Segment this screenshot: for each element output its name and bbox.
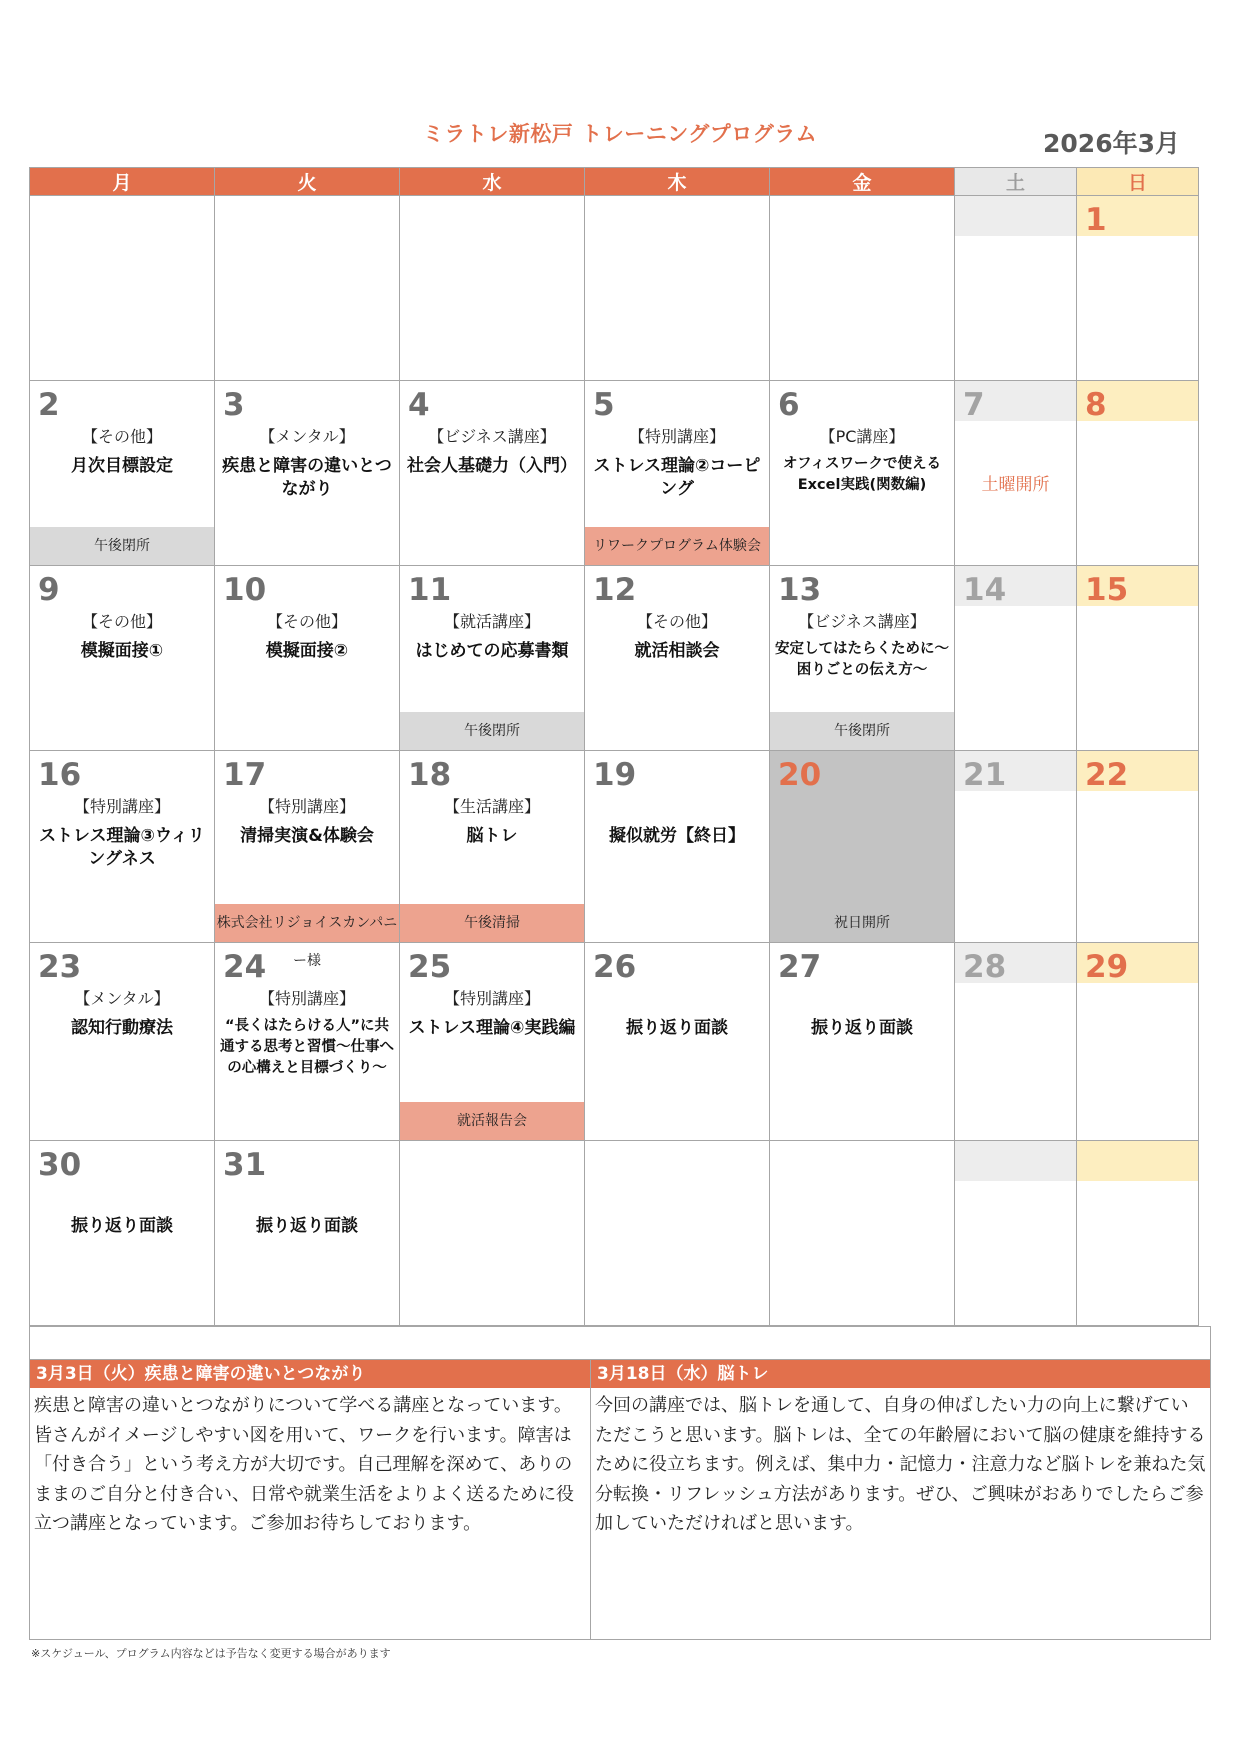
day-number: 15: [1077, 566, 1198, 606]
day-note: リワークプログラム体験会: [585, 527, 769, 565]
day-cell: [400, 943, 585, 1141]
day-number: 8: [1077, 381, 1198, 421]
saturday-open-label: 土曜開所: [981, 475, 1050, 495]
day-number: [400, 196, 584, 236]
day-number: 12: [593, 572, 637, 608]
day-note: 午後清掃: [400, 904, 584, 942]
program-title: 清掃実演&体験会: [240, 826, 374, 846]
program-category: 【特別講座】: [73, 797, 170, 816]
page-title: ミラトレ新松戸 トレーニングプログラム: [422, 122, 818, 146]
weekday-wed: 水: [400, 168, 585, 196]
weekday-sat: 土: [955, 168, 1077, 196]
day-number: 5: [593, 387, 615, 423]
program-category: 【その他】: [266, 612, 347, 631]
day-number: 24: [223, 949, 267, 985]
day-number: 25: [408, 949, 452, 985]
day-number: 27: [778, 949, 822, 985]
description-right-heading: 3月18日（水）脳トレ: [591, 1360, 1210, 1388]
program-category: 【特別講座】: [258, 989, 355, 1008]
day-number: 7: [955, 381, 1076, 421]
day-number: [770, 1141, 954, 1181]
day-cell: [1077, 381, 1199, 566]
weekday-thu: 木: [585, 168, 770, 196]
day-cell: [770, 751, 955, 943]
program-category: 【特別講座】: [628, 427, 725, 446]
weekday-fri: 金: [770, 168, 955, 196]
program-title: 振り返り面談: [626, 1018, 728, 1038]
program-title: ストレス理論④実践編: [408, 1018, 576, 1038]
program-title: ストレス理論②コーピング: [593, 456, 761, 499]
day-cell: [30, 943, 215, 1141]
program-category: [30, 1185, 214, 1209]
day-number: 16: [38, 757, 82, 793]
day-number: 13: [778, 572, 822, 608]
day-cell: [1077, 196, 1199, 381]
program-title: 月次目標設定: [71, 456, 173, 476]
program-category: 【ビジネス講座】: [428, 427, 556, 446]
program-title: ストレス理論③ウィリングネス: [39, 826, 205, 869]
day-number: 26: [593, 949, 637, 985]
day-cell: [30, 566, 215, 751]
program-title: はじめての応募書類: [415, 641, 569, 661]
day-cell: [955, 196, 1077, 381]
program-title: 脳トレ: [466, 826, 518, 846]
day-cell: [585, 943, 770, 1141]
day-number: 20: [778, 757, 822, 793]
day-number: [400, 1141, 584, 1181]
program-title: 振り返り面談: [256, 1216, 358, 1236]
program-category: [585, 795, 769, 819]
day-cell: [955, 381, 1077, 566]
day-cell: [400, 381, 585, 566]
description-left: [29, 1359, 591, 1640]
day-cell: [1077, 566, 1199, 751]
week-row: [30, 196, 1199, 381]
weekday-mon: 月: [30, 168, 215, 196]
day-number: 21: [955, 751, 1076, 791]
program-title: 振り返り面談: [71, 1216, 173, 1236]
day-number: 30: [38, 1147, 82, 1183]
day-cell: [955, 751, 1077, 943]
day-number: 6: [778, 387, 800, 423]
week-row: [30, 566, 1199, 751]
day-cell: [1077, 943, 1199, 1141]
program-title: “長くはたらける人”に共通する思考と習慣〜仕事への心構えと目標づくり〜: [220, 1018, 394, 1076]
day-number: 17: [223, 757, 267, 793]
day-number: [955, 1141, 1076, 1181]
day-note: 就活報告会: [400, 1102, 584, 1140]
day-note: 午後閉所: [400, 712, 584, 750]
day-cell: [770, 566, 955, 751]
week-row: [30, 381, 1199, 566]
program-title: 擬似就労【終日】: [609, 826, 745, 846]
day-number: 22: [1077, 751, 1198, 791]
day-cell: [400, 1141, 585, 1326]
day-note: 午後閉所: [770, 712, 954, 750]
day-number: [1077, 1141, 1198, 1181]
program-category: 【PC講座】: [819, 427, 905, 446]
program-title: オフィスワークで使えるExcel実践(関数編): [783, 456, 941, 493]
day-number: 14: [955, 566, 1076, 606]
day-cell: [215, 566, 400, 751]
day-cell: [215, 1141, 400, 1326]
program-title: 振り返り面談: [811, 1018, 913, 1038]
day-cell: [30, 751, 215, 943]
program-category: 【メンタル】: [74, 989, 170, 1008]
program-category: [585, 987, 769, 1011]
day-cell: [215, 381, 400, 566]
day-cell: [585, 566, 770, 751]
day-number: 28: [955, 943, 1076, 983]
weekday-header-row: [30, 168, 1199, 196]
week-row: [30, 1141, 1199, 1326]
program-title: 認知行動療法: [71, 1018, 173, 1038]
day-number: 19: [593, 757, 637, 793]
day-number: 18: [408, 757, 452, 793]
day-cell: [215, 196, 400, 381]
day-cell: [215, 943, 400, 1141]
day-note: 株式会社リジョイスカンパニー様: [215, 904, 399, 942]
day-number: 1: [1077, 196, 1198, 236]
day-cell: [585, 751, 770, 943]
program-category: 【メンタル】: [259, 427, 355, 446]
program-category: 【特別講座】: [443, 989, 540, 1008]
day-cell: [770, 381, 955, 566]
program-category: 【その他】: [81, 612, 162, 631]
description-right-body: 今回の講座では、脳トレを通して、自身の伸ばしたい力の向上に繋げていただこうと思います。脳トレは、全ての年齢層において脳の健康を維持するために役立ちます。例えば、集中力・記憶力・注意力など脳トレを兼ねた気分転換・リフレッシュ方法があります。ぜひ、ご興味がおありでしたらご参加していただければと思います。: [595, 1395, 1206, 1534]
day-cell: [400, 751, 585, 943]
description-left-body: 疾患と障害の違いとつながりについて学べる講座となっています。皆さんがイメージしやすい図を用いて、ワークを行います。障害は「付き合う」という考え方が大切です。自己理解を深めて、ありのままのご自分と付き合い、日常や就業生活をよりよく送るために役立つ講座となっています。ご参加お待ちしております。: [34, 1395, 574, 1534]
day-number: [585, 196, 769, 236]
day-cell: [770, 196, 955, 381]
program-category: 【その他】: [636, 612, 717, 631]
program-category: [215, 1185, 399, 1209]
week-row: [30, 751, 1199, 943]
program-category: 【特別講座】: [258, 797, 355, 816]
week-row: [30, 943, 1199, 1141]
day-cell: [585, 1141, 770, 1326]
day-cell: [955, 566, 1077, 751]
program-title: 模擬面接②: [265, 641, 349, 661]
day-note: 午後閉所: [30, 527, 214, 565]
calendar-grid: [29, 167, 1199, 1326]
day-cell: [585, 196, 770, 381]
program-title: 疾患と障害の違いとつながり: [222, 456, 392, 499]
day-cell: [30, 196, 215, 381]
program-category: 【ビジネス講座】: [798, 612, 926, 631]
description-left-heading: 3月3日（火）疾患と障害の違いとつながり: [30, 1360, 590, 1388]
day-number: 11: [408, 572, 452, 608]
program-title: 模擬面接①: [80, 641, 164, 661]
day-number: [30, 196, 214, 236]
day-number: 23: [38, 949, 82, 985]
weekday-tue: 火: [215, 168, 400, 196]
description-right: [590, 1359, 1211, 1640]
day-number: 10: [223, 572, 267, 608]
day-number: [585, 1141, 769, 1181]
day-cell: [585, 381, 770, 566]
footnote: ※スケジュール、プログラム内容などは予告なく変更する場合があります: [31, 1647, 391, 1660]
spacer-row: [29, 1326, 1211, 1359]
program-category: [770, 987, 954, 1011]
day-number: 9: [38, 572, 60, 608]
program-category: 【就活講座】: [443, 612, 540, 631]
day-cell: [30, 1141, 215, 1326]
program-title: 安定してはたらくために〜困りごとの伝え方〜: [775, 641, 949, 678]
day-number: [770, 196, 954, 236]
day-cell: [400, 196, 585, 381]
day-number: [955, 196, 1076, 236]
program-title: 社会人基礎力（入門）: [407, 456, 577, 476]
day-number: 2: [38, 387, 60, 423]
program-title: 就活相談会: [634, 641, 720, 661]
day-cell: [400, 566, 585, 751]
day-number: 3: [223, 387, 245, 423]
day-cell: [770, 943, 955, 1141]
day-note: 祝日開所: [834, 915, 890, 931]
day-cell: [955, 1141, 1077, 1326]
day-number: [215, 196, 399, 236]
day-cell: [1077, 751, 1199, 943]
day-cell: [30, 381, 215, 566]
program-category: 【生活講座】: [443, 797, 540, 816]
day-cell: [770, 1141, 955, 1326]
weekday-sun: 日: [1077, 168, 1199, 196]
day-cell: [955, 943, 1077, 1141]
day-number: 29: [1077, 943, 1198, 983]
day-number: 31: [223, 1147, 267, 1183]
day-cell: [1077, 1141, 1199, 1326]
program-category: 【その他】: [81, 427, 162, 446]
day-number: 4: [408, 387, 430, 423]
month-label: 2026年3月: [1043, 129, 1180, 158]
